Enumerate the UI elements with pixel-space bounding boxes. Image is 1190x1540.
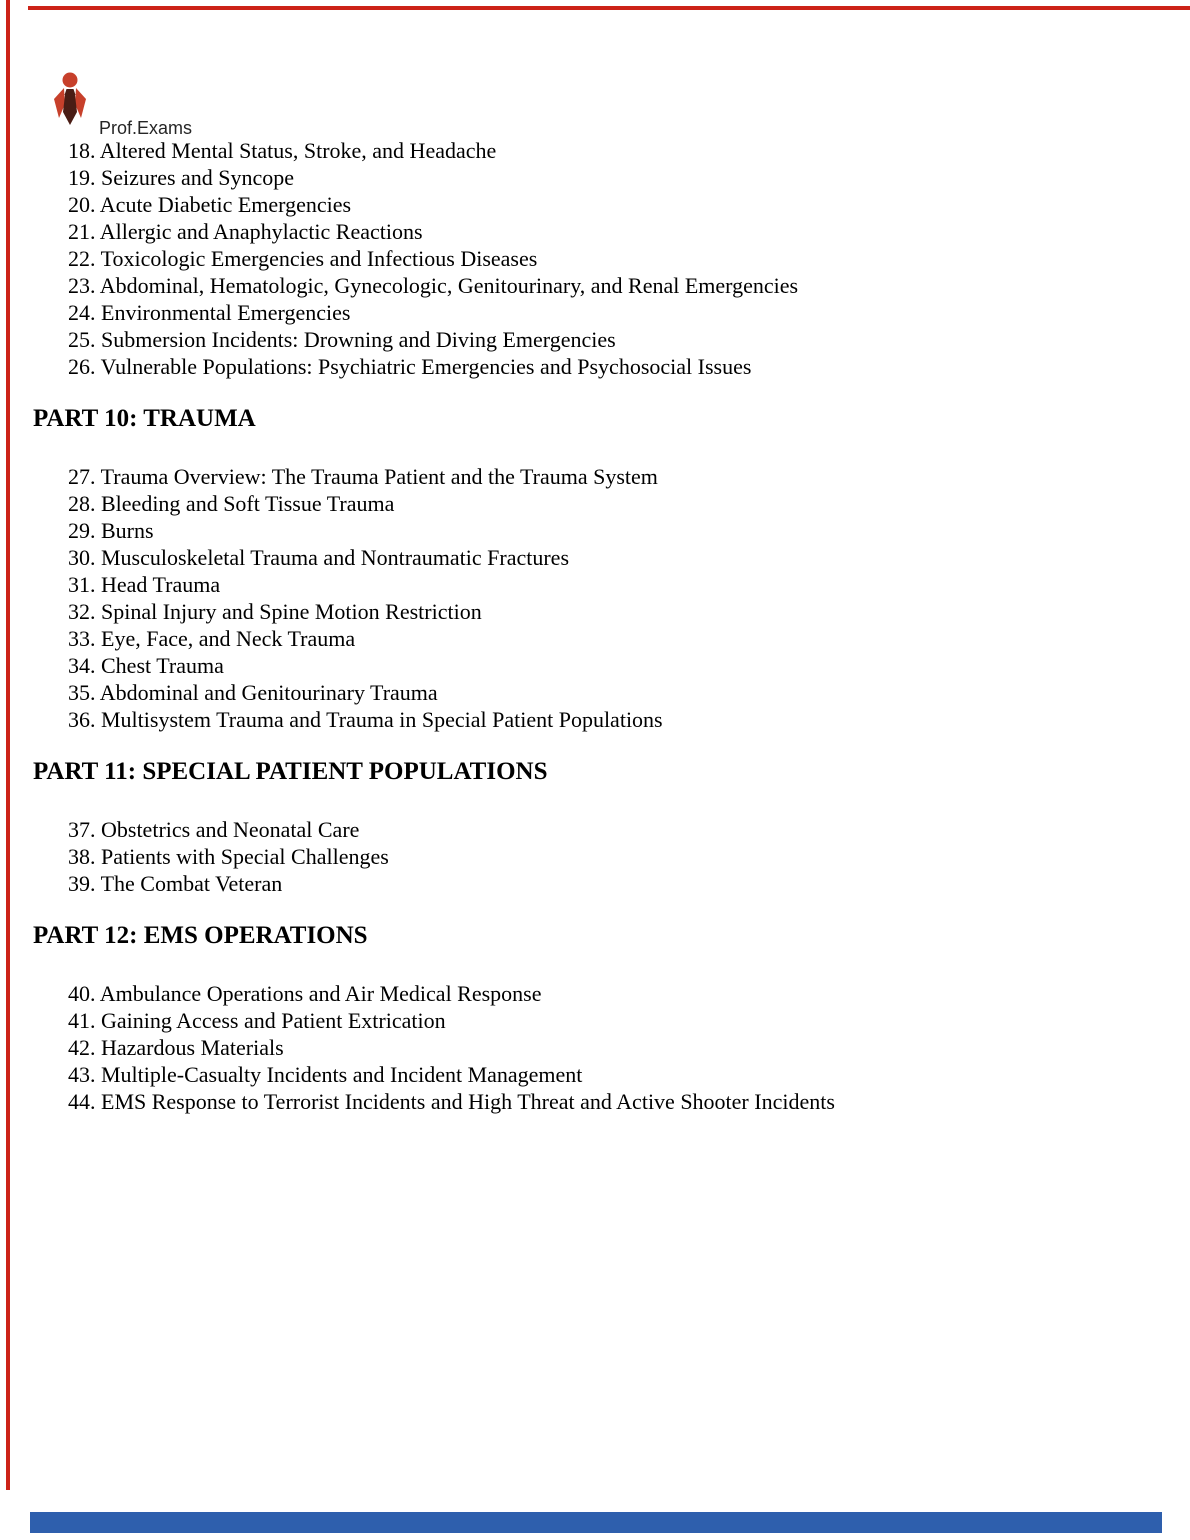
- toc-item: 39. The Combat Veteran: [68, 871, 283, 896]
- brand-name: Prof.Exams: [99, 118, 193, 138]
- table-of-contents: [33, 137, 1170, 1115]
- footer-bar: [30, 1512, 1162, 1533]
- toc-item: 27. Trauma Overview: The Trauma Patient and the Trauma System: [68, 464, 658, 489]
- toc-item: 40. Ambulance Operations and Air Medical Response: [68, 981, 542, 1006]
- part-heading: PART 10: TRAUMA: [33, 405, 256, 432]
- toc-item: 19. Seizures and Syncope: [68, 165, 295, 190]
- brand-logo: [53, 72, 193, 138]
- toc-item: 37. Obstetrics and Neonatal Care: [68, 817, 360, 842]
- chapter-list: [33, 980, 1170, 1115]
- toc-item: 25. Submersion Incidents: Drowning and Diving Emergencies: [68, 327, 616, 352]
- toc-item: 21. Allergic and Anaphylactic Reactions: [68, 219, 423, 244]
- toc-item: 42. Hazardous Materials: [68, 1035, 284, 1060]
- toc-item: 28. Bleeding and Soft Tissue Trauma: [68, 491, 395, 516]
- toc-item: 30. Musculoskeletal Trauma and Nontraumatic Fractures: [68, 545, 570, 570]
- part-heading: PART 12: EMS OPERATIONS: [33, 922, 368, 949]
- toc-item: 34. Chest Trauma: [68, 653, 224, 678]
- toc-item: 35. Abdominal and Genitourinary Trauma: [68, 680, 438, 705]
- page-border-top: [28, 6, 1190, 10]
- toc-item: 31. Head Trauma: [68, 572, 221, 597]
- page-border-left: [6, 0, 10, 1490]
- toc-item: 41. Gaining Access and Patient Extrication: [68, 1008, 446, 1033]
- toc-item: 20. Acute Diabetic Emergencies: [68, 192, 352, 217]
- person-with-tie-icon: [53, 72, 87, 128]
- toc-item: 43. Multiple-Casualty Incidents and Incident Management: [68, 1062, 583, 1087]
- toc-item: 33. Eye, Face, and Neck Trauma: [68, 626, 356, 651]
- chapter-list: [33, 463, 1170, 733]
- toc-item: 23. Abdominal, Hematologic, Gynecologic, Genitourinary, and Renal Emergencies: [68, 273, 799, 298]
- toc-item: 26. Vulnerable Populations: Psychiatric Emergencies and Psychosocial Issues: [68, 354, 752, 379]
- toc-item: 36. Multisystem Trauma and Trauma in Special Patient Populations: [68, 707, 663, 732]
- chapter-list: [33, 816, 1170, 897]
- toc-item: 22. Toxicologic Emergencies and Infectious Diseases: [68, 246, 538, 271]
- toc-item: 24. Environmental Emergencies: [68, 300, 351, 325]
- toc-item: 32. Spinal Injury and Spine Motion Restriction: [68, 599, 482, 624]
- toc-item: 38. Patients with Special Challenges: [68, 844, 389, 869]
- toc-item: 18. Altered Mental Status, Stroke, and Headache: [68, 138, 497, 163]
- part-heading: PART 11: SPECIAL PATIENT POPULATIONS: [33, 758, 548, 785]
- toc-item: 44. EMS Response to Terrorist Incidents and High Threat and Active Shooter Incidents: [68, 1089, 835, 1114]
- chapter-list: [33, 137, 1170, 380]
- toc-item: 29. Burns: [68, 518, 154, 543]
